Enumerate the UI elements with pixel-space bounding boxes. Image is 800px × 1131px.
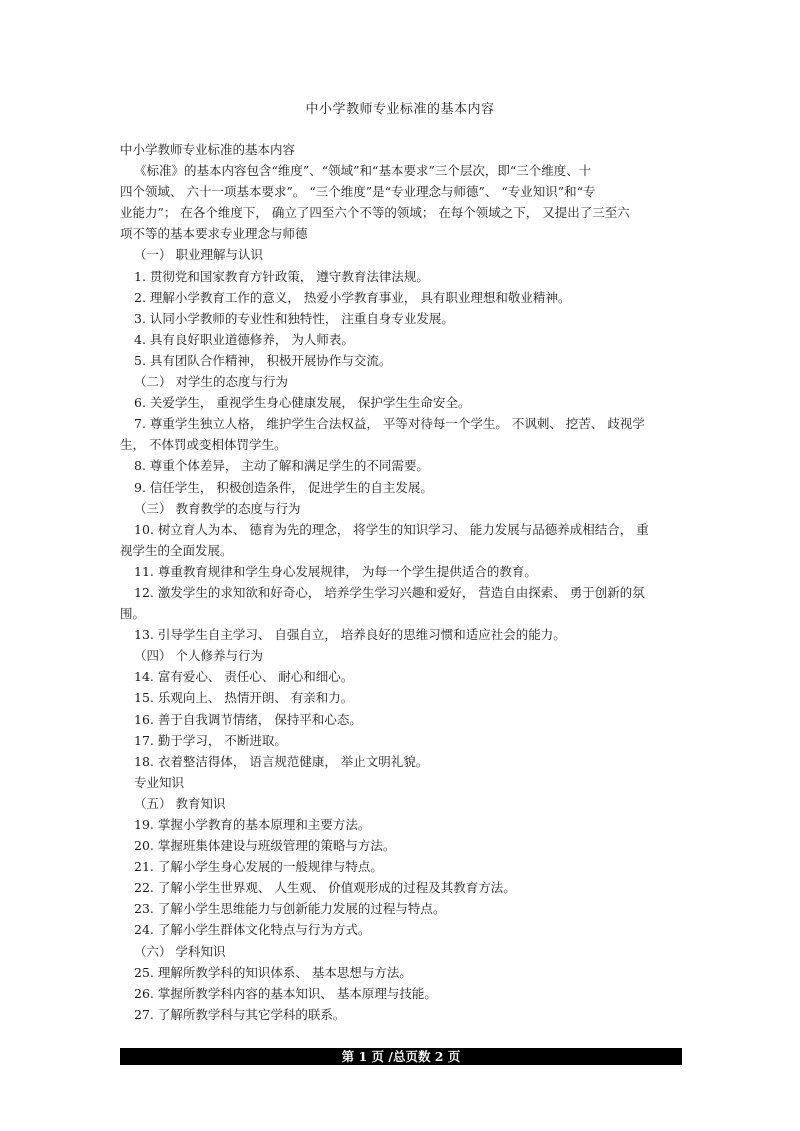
text-line: （二） 对学生的态度与行为 bbox=[134, 374, 288, 390]
text-line: 中小学教师专业标准的基本内容 bbox=[120, 142, 296, 157]
page-title: 中小学教师专业标准的基本内容 bbox=[305, 102, 495, 117]
text-line: （一） 职业理解与认识 bbox=[134, 247, 263, 263]
text-line: 9. 信任学生， 积极创造条件， 促进学生的自主发展。 bbox=[134, 479, 433, 495]
text-line: 27. 了解所教学科与其它学科的联系。 bbox=[134, 1006, 346, 1022]
text-line: 26. 掌握所教学科内容的基本知识、 基本原理与技能。 bbox=[134, 985, 437, 1001]
text-line: 3. 认同小学教师的专业性和独特性， 注重自身专业发展。 bbox=[134, 310, 454, 326]
text-line: 11. 尊重教育规律和学生身心发展规律， 为每一个学生提供适合的教育。 bbox=[134, 563, 537, 579]
text-line: 19. 掌握小学教育的基本原理和主要方法。 bbox=[134, 817, 371, 832]
text-line: 16. 善于自我调节情绪， 保持平和心态。 bbox=[134, 711, 362, 727]
text-line: 23. 了解小学生思维能力与创新能力发展的过程与特点。 bbox=[134, 901, 446, 917]
text-line: 13. 引导学生自主学习、 自强自立， 培养良好的思维习惯和适应社会的能力。 bbox=[134, 627, 566, 643]
text-line: 2. 理解小学教育工作的意义， 热爱小学教育事业， 具有职业理想和敬业精神。 bbox=[134, 289, 571, 305]
text-line: 视学生的全面发展。 bbox=[120, 542, 233, 558]
page-footer: 第 1 页 /总页数 2 页 bbox=[120, 1048, 682, 1065]
document-body bbox=[120, 139, 685, 1025]
text-line: 围。 bbox=[120, 606, 146, 622]
text-line: （四） 个人修养与行为 bbox=[134, 648, 263, 664]
text-line: 1. 贯彻党和国家教育方针政策， 遵守教育法律法规。 bbox=[134, 268, 429, 284]
text-line: 7. 尊重学生独立人格， 维护学生合法权益， 平等对待每一个学生。 不讽刺、 挖苦、 歧视学 bbox=[134, 416, 645, 432]
text-line: 10. 树立育人为本、 德育为先的理念， 将学生的知识学习、 能力发展与品德养成相结合， 重 bbox=[134, 521, 649, 537]
text-line: 17. 勤于学习， 不断进取。 bbox=[134, 732, 287, 748]
text-line: 4. 具有良好职业道德修养， 为人师表。 bbox=[134, 331, 354, 347]
text-line: （三） 教育教学的态度与行为 bbox=[134, 500, 301, 516]
text-line: 专业知识 bbox=[134, 774, 185, 790]
text-line: （五） 教育知识 bbox=[134, 795, 226, 811]
text-line: 18. 衣着整洁得体， 语言规范健康， 举止文明礼貌。 bbox=[134, 753, 429, 769]
text-line: 《标准》的基本内容包含“维度”、“领域”和“基本要求”三个层次，即“三个维度、十 bbox=[134, 163, 592, 179]
text-line: 21. 了解小学生身心发展的一般规律与特点。 bbox=[134, 859, 383, 875]
text-line: 15. 乐观向上、 热情开朗、 有亲和力。 bbox=[134, 690, 354, 706]
text-line: 14. 富有爱心、 责任心、 耐心和细心。 bbox=[134, 669, 354, 685]
text-line: 四个领域、 六十一项基本要求”。 “三个维度”是“专业理念与师德”、 “专业知识”和“专 bbox=[120, 184, 596, 200]
text-line: 5. 具有团队合作精神， 积极开展协作与交流。 bbox=[134, 352, 392, 368]
text-line: 20. 掌握班集体建设与班级管理的策略与方法。 bbox=[134, 838, 396, 854]
text-line: 生， 不体罚或变相体罚学生。 bbox=[120, 437, 287, 453]
text-line: 业能力”； 在各个维度下， 确立了四至六个不等的领域； 在每个领域之下， 又提出了三至六 bbox=[120, 205, 630, 221]
text-line: 6. 关爱学生， 重视学生身心健康发展， 保护学生生命安全。 bbox=[134, 395, 471, 411]
text-line: 12. 激发学生的求知欲和好奇心， 培养学生学习兴趣和爱好， 营造自由探索、 勇于创新的氛 bbox=[134, 584, 645, 600]
text-line: 8. 尊重个体差异， 主动了解和满足学生的不同需要。 bbox=[134, 458, 429, 474]
text-line: （六） 学科知识 bbox=[134, 943, 226, 959]
text-line: 项不等的基本要求专业理念与师德 bbox=[120, 226, 308, 242]
text-line: 25. 理解所教学科的知识体系、 基本思想与方法。 bbox=[134, 964, 412, 980]
text-line: 24. 了解小学生群体文化特点与行为方式。 bbox=[134, 922, 371, 938]
text-line: 22. 了解小学生世界观、 人生观、 价值观形成的过程及其教育方法。 bbox=[134, 880, 516, 896]
